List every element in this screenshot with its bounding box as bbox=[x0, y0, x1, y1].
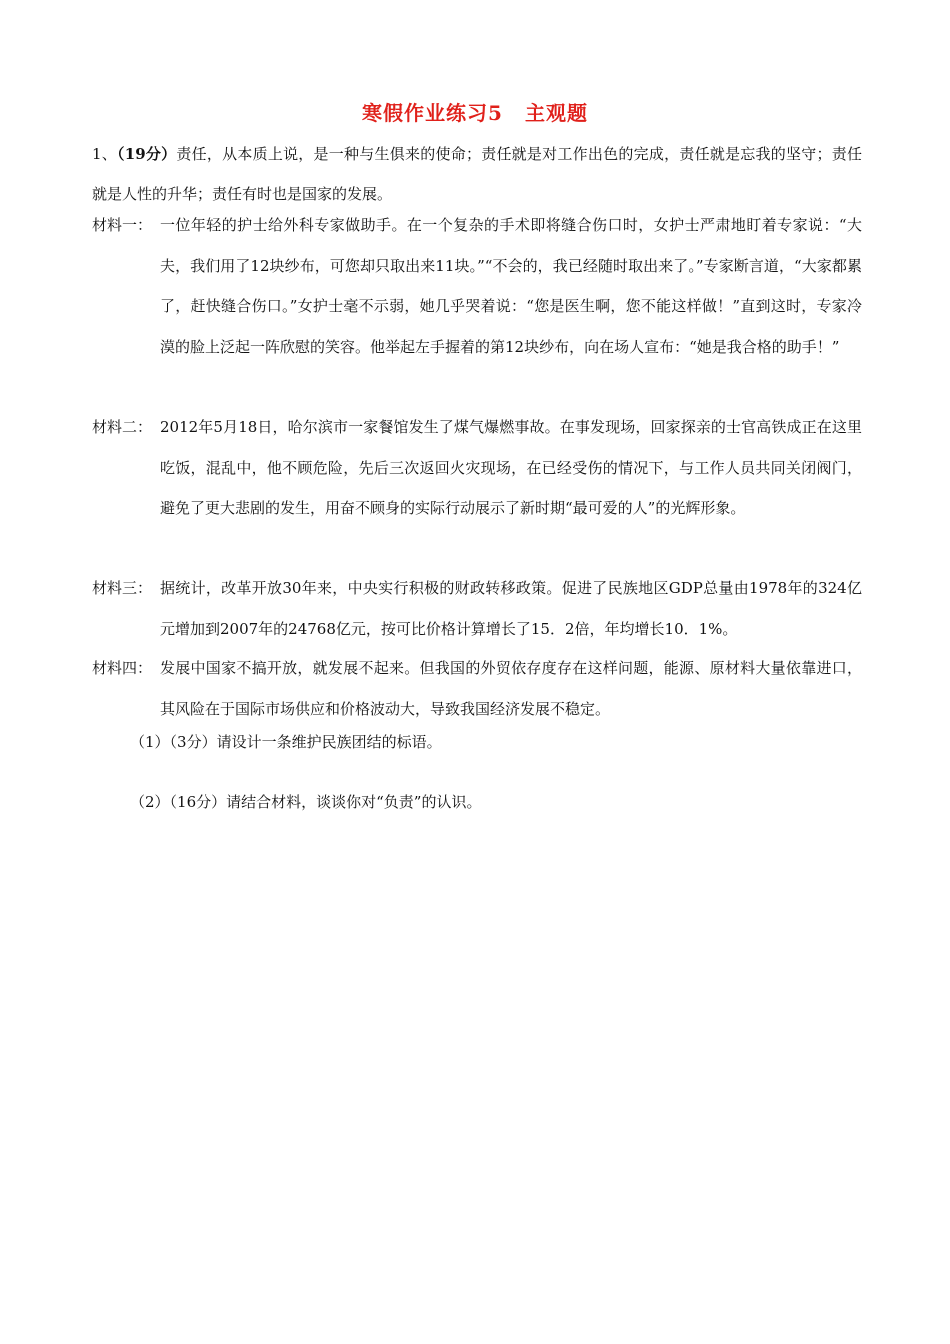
question-number: 1、 bbox=[92, 145, 118, 163]
material-label: 材料二： bbox=[92, 418, 153, 436]
material-1 bbox=[92, 205, 862, 367]
page-title bbox=[0, 98, 950, 128]
material-text: 一位年轻的护士给外科专家做助手。在一个复杂的手术即将缝合伤口时，女护士严肃地盯着专家说：“大夫，我们用了12块纱布，可您却只取出来11块。”“不会的，我已经随时取出来了。”专家断言道，“大家都累了，赶快缝合伤口。”女护士毫不示弱，她几乎哭着说：“您是医生啊，您不能这样做！”直到这时，专家冷漠的脸上泛起一阵欣慰的笑容。他举起左手握着的第12块纱布，向在场人宣布：“她是我合格的助手！” bbox=[160, 216, 862, 356]
question-intro bbox=[92, 134, 862, 214]
material-label: 材料一： bbox=[92, 216, 153, 234]
title-main: 寒假作业练习5 bbox=[362, 101, 503, 125]
material-4 bbox=[92, 648, 862, 729]
title-sub: 主观题 bbox=[524, 101, 588, 125]
material-label: 材料四： bbox=[92, 659, 153, 677]
material-label: 材料三： bbox=[92, 579, 153, 597]
sub-question-2: （2）（16分）请结合材料，谈谈你对“负责”的认识。 bbox=[130, 793, 482, 811]
material-text: 发展中国家不搞开放，就发展不起来。但我国的外贸依存度存在这样问题，能源、原材料大量依靠进口，其风险在于国际市场供应和价格波动大，导致我国经济发展不稳定。 bbox=[160, 659, 862, 718]
material-3 bbox=[92, 568, 862, 649]
material-2 bbox=[92, 407, 862, 529]
material-text: 2012年5月18日，哈尔滨市一家餐馆发生了煤气爆燃事故。在事发现场，回家探亲的士官高铁成正在这里吃饭，混乱中，他不顾危险，先后三次返回火灾现场，在已经受伤的情况下，与工作人员共同关闭阀门，避免了更大悲剧的发生，用奋不顾身的实际行动展示了新时期“最可爱的人”的光辉形象。 bbox=[160, 418, 862, 517]
sub-question-1: （1）（3分）请设计一条维护民族团结的标语。 bbox=[130, 733, 442, 751]
question-score: （19分） bbox=[117, 145, 177, 163]
question-intro-text: 责任，从本质上说，是一种与生俱来的使命；责任就是对工作出色的完成，责任就是忘我的坚守；责任就是人性的升华；责任有时也是国家的发展。 bbox=[92, 145, 862, 203]
material-text: 据统计，改革开放30年来，中央实行积极的财政转移政策。促进了民族地区GDP总量由1978年的324亿元增加到2007年的24768亿元，按可比价格计算增长了15．2倍，年均增长10．1%。 bbox=[160, 579, 862, 638]
